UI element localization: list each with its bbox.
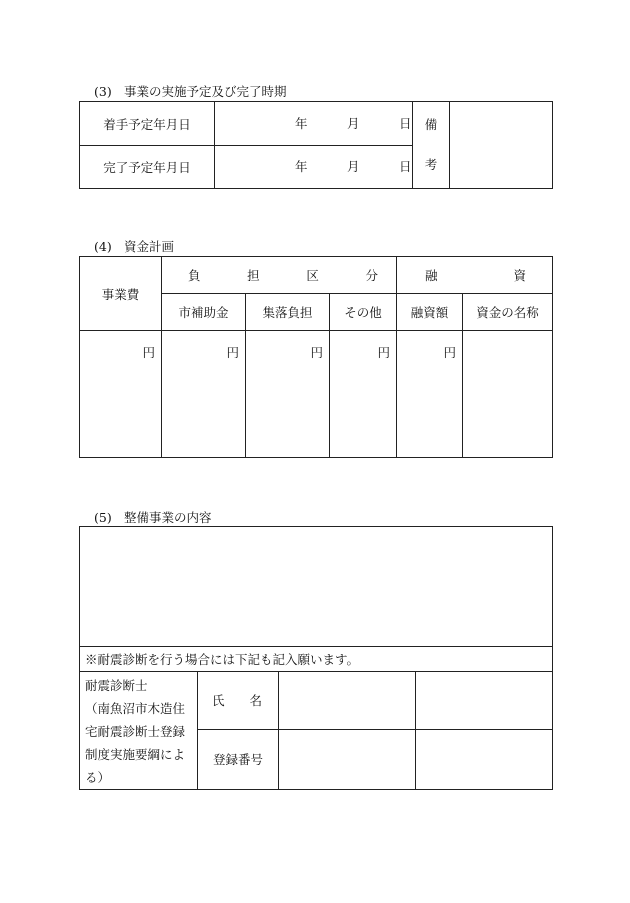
schedule-table <box>79 101 553 189</box>
inspector-line-4: 制度実施要綱によ <box>85 747 186 762</box>
village-burden-field[interactable] <box>246 331 330 458</box>
section3-number: (3) <box>94 84 112 99</box>
village-burden-yen: 円 <box>310 345 323 360</box>
project-content-field[interactable] <box>80 527 553 647</box>
burden-char-4: 分 <box>365 268 378 283</box>
start-day-unit: 日 <box>399 115 412 131</box>
name-label-char-2: 名 <box>249 693 262 709</box>
burden-char-1: 負 <box>188 268 201 283</box>
burden-char-2: 担 <box>247 268 260 283</box>
start-date-field[interactable] <box>215 102 413 146</box>
completion-month-unit: 月 <box>347 159 360 174</box>
fund-name-field[interactable] <box>463 331 553 458</box>
inspector-line-1: 耐震診断士 <box>85 678 148 693</box>
city-subsidy-header: 市補助金 <box>162 294 246 331</box>
section5-heading <box>94 508 212 526</box>
other-field[interactable] <box>330 331 397 458</box>
inspector-line-5: る） <box>85 770 111 785</box>
other-yen: 円 <box>377 345 390 360</box>
section3-heading <box>94 82 287 100</box>
loan-amount-yen: 円 <box>443 345 456 360</box>
village-burden-header: 集落負担 <box>246 294 330 331</box>
city-subsidy-field[interactable] <box>162 331 246 458</box>
loan-char-2: 資 <box>513 268 526 283</box>
section3-title: 事業の実施予定及び完了時期 <box>124 84 287 99</box>
loan-header <box>397 257 553 294</box>
inspector-line-2: （南魚沼市木造住 <box>85 701 186 716</box>
registration-extra-field[interactable] <box>416 729 553 789</box>
other-header: その他 <box>330 294 397 331</box>
seismic-note-text: ※耐震診断を行う場合には下記も記入願います。 <box>85 652 360 667</box>
loan-amount-field[interactable] <box>397 331 463 458</box>
loan-char-1: 融 <box>425 268 438 283</box>
loan-amount-header: 融資額 <box>397 294 463 331</box>
completion-day-unit: 日 <box>399 159 412 174</box>
remarks-char-2: 考 <box>424 157 438 172</box>
inspector-line-3: 宅耐震診断士登録 <box>85 724 186 739</box>
section5-title: 整備事業の内容 <box>124 510 212 525</box>
seismic-note <box>80 647 553 672</box>
city-subsidy-yen: 円 <box>226 345 239 360</box>
registration-number-label: 登録番号 <box>198 729 279 789</box>
start-year-unit: 年 <box>295 115 308 131</box>
fund-name-header: 資金の名称 <box>463 294 553 331</box>
registration-number-field[interactable] <box>279 729 416 789</box>
project-cost-yen: 円 <box>142 345 155 360</box>
start-date-label: 着手予定年月日 <box>80 102 215 146</box>
section4-heading <box>94 237 174 255</box>
remarks-label <box>413 102 450 189</box>
section5-number: (5) <box>94 510 112 525</box>
burden-category-header <box>162 257 397 294</box>
start-month-unit: 月 <box>347 115 360 131</box>
completion-date-field[interactable] <box>215 146 413 189</box>
name-field[interactable] <box>279 672 416 730</box>
name-extra-field[interactable] <box>416 672 553 730</box>
remarks-field[interactable] <box>450 102 553 189</box>
completion-year-unit: 年 <box>295 159 308 174</box>
name-label-char-1: 氏 <box>212 693 225 709</box>
completion-date-label: 完了予定年月日 <box>80 146 215 189</box>
project-cost-header: 事業費 <box>80 257 162 331</box>
project-content-table <box>79 526 553 790</box>
section4-number: (4) <box>94 239 112 254</box>
section4-title: 資金計画 <box>124 239 175 254</box>
burden-char-3: 区 <box>306 268 319 283</box>
remarks-char-1: 備 <box>424 117 438 132</box>
seismic-inspector-label <box>80 672 198 790</box>
project-cost-field[interactable] <box>80 331 162 458</box>
funding-table <box>79 256 553 458</box>
name-label <box>198 672 279 730</box>
